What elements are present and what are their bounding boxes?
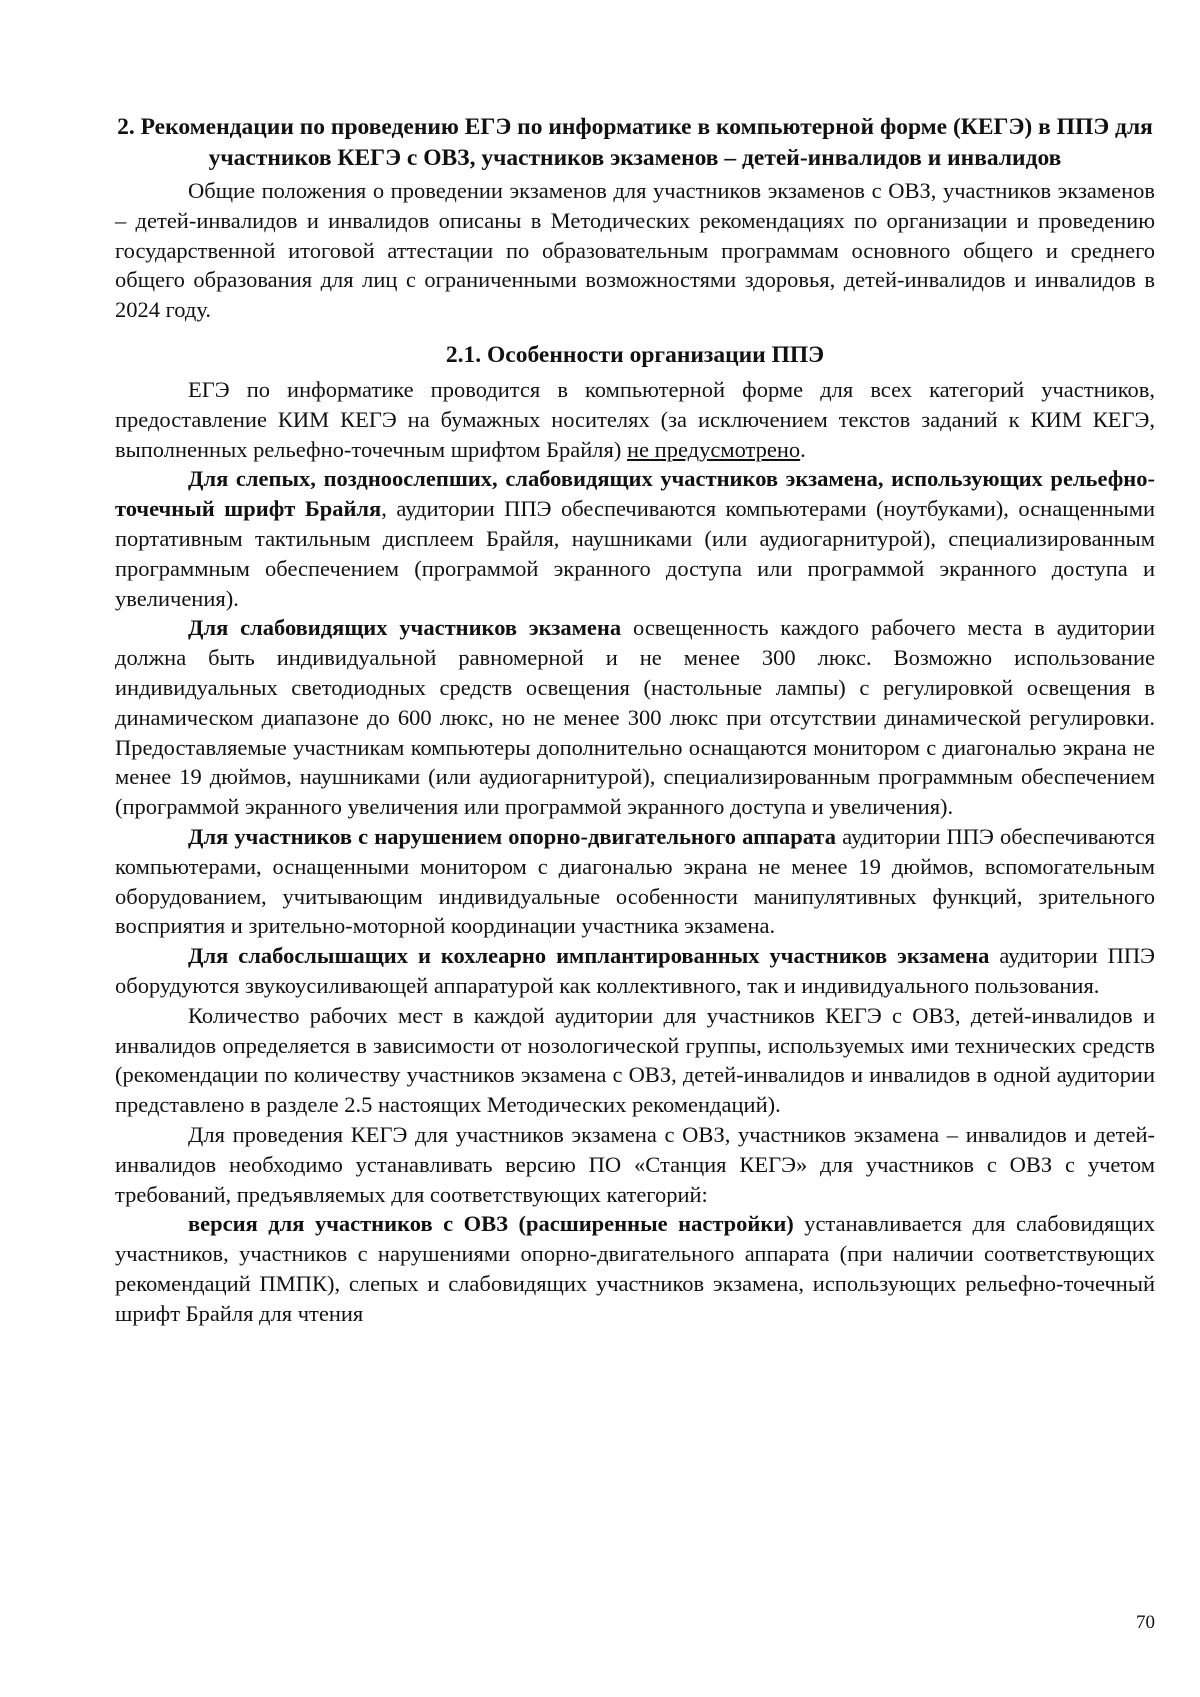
paragraph-visually-impaired: [115, 613, 1155, 822]
paragraph-text: , аудитории ППЭ обеспечиваются компьютерами (ноутбуками), оснащенными портативным тактильным дисплеем Брайля, наушниками (или аудиогарнитурой), специализированным программным обеспечением (программой экранного доступа или программой экранного доступа и увеличения).: [115, 496, 1155, 611]
subsection-heading: 2.1. Особенности организации ППЭ: [445, 341, 825, 368]
bold-lead: версия для участников с ОВЗ (расширенные настройки): [188, 1211, 794, 1237]
paragraph-text: аудитории ППЭ обеспечиваются компьютерами, оснащенными монитором с диагональю экрана не менее 19 дюймов, вспомогательным оборудованием, учитывающим индивидуальные особенности манипулятивных функций, зрительного восприятия и зрительно-моторной координации участника экзамена.: [115, 823, 1156, 939]
page-number: 70: [1136, 1612, 1155, 1633]
underlined-text: не предусмотрено: [627, 436, 801, 462]
bold-lead: Для слабовидящих участников экзамена: [188, 615, 622, 641]
document-page: [115, 112, 1155, 1328]
paragraph-software-version: Для проведения КЕГЭ для участников экзамена с ОВЗ, участников экзамена – инвалидов и детей-инвалидов необходимо устанавливать версию ПО «Станция КЕГЭ» для участников с ОВЗ с учетом требований, предъявляемых для соответствующих категорий:: [115, 1121, 1155, 1207]
paragraph-computer-form: [115, 375, 1155, 464]
paragraph-text: ЕГЭ по информатике проводится в компьютерной форме для всех категорий участников, предоставление КИМ КЕГЭ на бумажных носителях (за исключением текстов заданий к КИМ КЕГЭ, выполненных рельефно-точечным шрифтом Брайля): [115, 376, 1155, 462]
paragraph-extended-settings: [115, 1209, 1155, 1328]
section-heading: 2. Рекомендации по проведению ЕГЭ по информатике в компьютерной форме (КЕГЭ) в ППЭ для участников КЕГЭ с ОВЗ, участников экзаменов – детей-инвалидов и инвалидов: [117, 114, 1153, 171]
bold-lead: Для участников с нарушением опорно-двигательного аппарата: [188, 823, 837, 849]
paragraph-text: устанавливается для слабовидящих участников, участников с нарушениями опорно-двигательного аппарата (при наличии соответствующих рекомендаций ПМПК), слепых и слабовидящих участников экзамена, использующих рельефно-точечный шрифт Брайля для чтения: [115, 1211, 1155, 1326]
paragraph-text: аудитории ППЭ оборудуются звукоусиливающей аппаратурой как коллективного, так и индивидуального пользования.: [115, 943, 1155, 998]
paragraph-end: .: [800, 436, 806, 462]
paragraph-musculoskeletal: [115, 822, 1155, 941]
bold-lead: Для слабослышащих и кохлеарно имплантированных участников экзамена: [188, 943, 990, 969]
intro-paragraph: Общие положения о проведении экзаменов для участников экзаменов с ОВЗ, участников экзаменов – детей-инвалидов и инвалидов описаны в Методических рекомендациях по организации и проведению государственной итоговой аттестации по образовательным программам основного общего и среднего общего образования для лиц с ограниченными возможностями здоровья, детей-инвалидов и инвалидов в 2024 году.: [115, 178, 1155, 323]
bold-lead: Для слепых, поздноослепших, слабовидящих участников экзамена, использующих рельефно-точечный шрифт Брайля: [115, 466, 1155, 522]
paragraph-text: освещенность каждого рабочего места в аудитории должна быть индивидуальной равномерной и не менее 300 люкс. Возможно использование индивидуальных светодиодных средств освещения (настольные лампы) с регулировкой освещения в динамическом диапазоне до 600 люкс, но не менее 300 люкс при отсутствии динамической регулировки. Предоставляемые участникам компьютеры дополнительно оснащаются монитором с диагональю экрана не менее 19 дюймов, наушниками (или аудиогарнитурой), специализированным программным обеспечением (программой экранного увеличения или программой экранного доступа и увеличения).: [115, 615, 1155, 820]
paragraph-workplace-count: Количество рабочих мест в каждой аудитории для участников КЕГЭ с ОВЗ, детей-инвалидов и инвалидов определяется в зависимости от нозологической группы, используемых ими технических средств (рекомендации по количеству участников экзамена с ОВЗ, детей-инвалидов и инвалидов в одной аудитории представлено в разделе 2.5 настоящих Методических рекомендаций).: [115, 1002, 1155, 1118]
paragraph-blind-participants: [115, 464, 1155, 613]
paragraph-hearing-impaired: [115, 941, 1155, 1001]
